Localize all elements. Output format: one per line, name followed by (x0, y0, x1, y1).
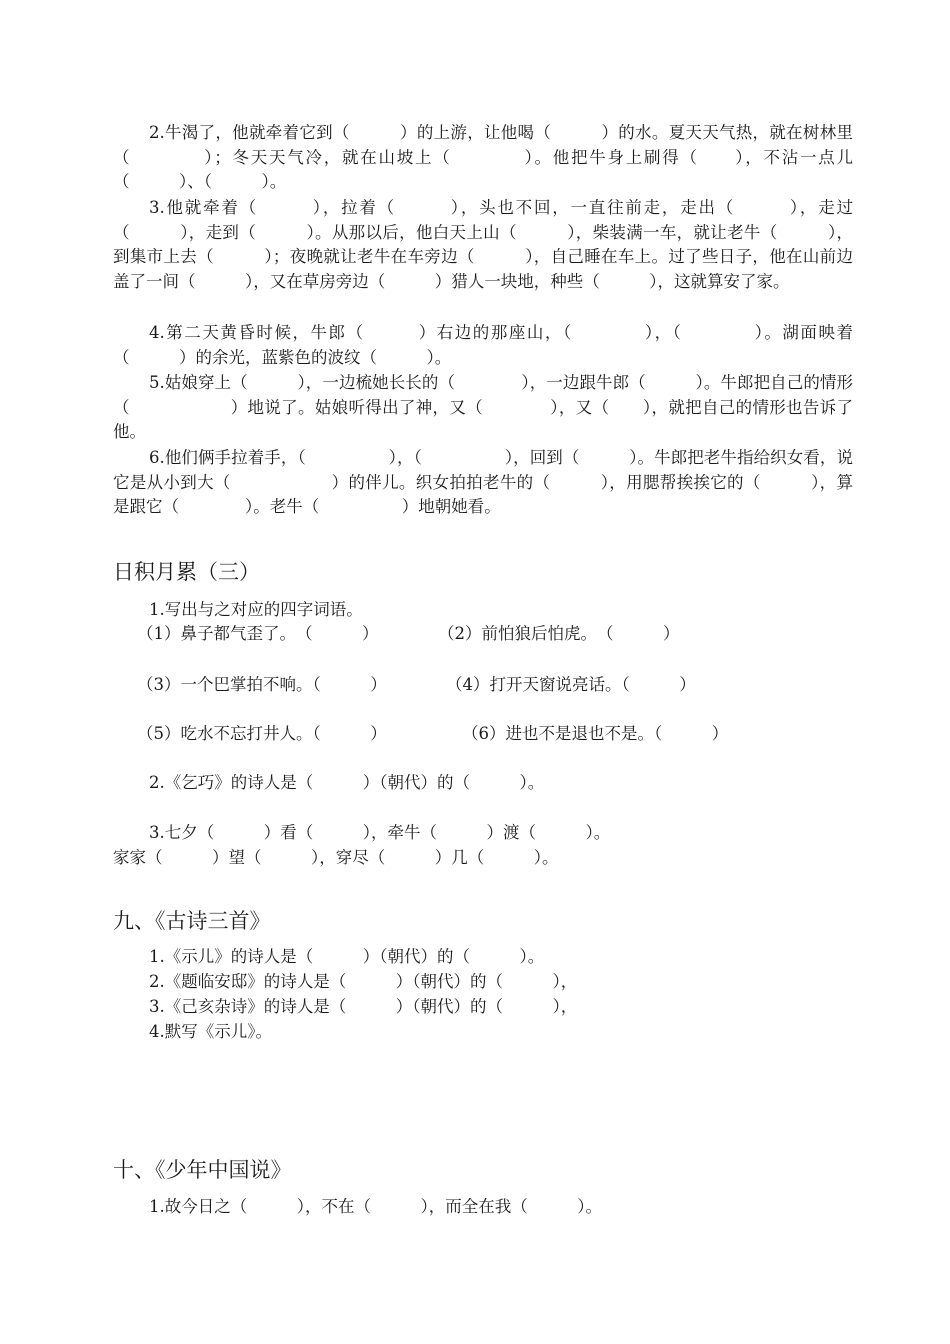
rijiyuelei-q3-line2: 家家（ ）望（ ），穿尽（ ）几（ ）。 (113, 848, 559, 867)
section-heading-gushi: 九、《古诗三首》 (113, 909, 271, 933)
question-2-paragraph: 2.牛渴了，他就牵着它到（ ）的上游，让他喝（ ）的水。夏天天气热，就在树林里（ ）；冬天天气冷，就在山坡上（ ）。他把牛身上刷得（ ），不沾一点儿（ ）、（ ）。 (113, 123, 853, 192)
rijiyuelei-q1-prompt: 1.写出与之对应的四字词语。 (149, 600, 363, 619)
idiom-item-3: （3）一个巴掌拍不响。（ ） (137, 675, 387, 694)
gushi-item-2: 2.《题临安邸》的诗人是（ ）（朝代）的（ ）， (149, 972, 578, 991)
gushi-item-3: 3.《己亥杂诗》的诗人是（ ）（朝代）的（ ）， (149, 997, 578, 1016)
gushi-item-1: 1.《示儿》的诗人是（ ）（朝代）的（ ）。 (149, 947, 545, 966)
question-6-paragraph: 6.他们俩手拉着手，（ ），（ ），回到（ ）。牛郎把老牛指给织女看，说它是从小到大（ ）的伴儿。织女拍拍老牛的（ ），用腮帮挨挨它的（ ），算是跟它（ ）。老牛（ ）地朝她看。 (113, 448, 853, 517)
idiom-item-1: （1）鼻子都气歪了。 （ ） (137, 624, 379, 643)
rijiyuelei-q3-line1: 3.七夕（ ）看（ ），牵牛（ ）渡（ ）。 (149, 823, 611, 842)
idiom-item-6: （6）进也不是退也不是。（ ） (462, 724, 729, 743)
section-heading-shaonian: 十、《少年中国说》 (113, 1158, 292, 1182)
question-5-paragraph: 5.姑娘穿上（ ），一边梳她长长的（ ），一边跟牛郎（ ）。牛郎把自己的情形（ ）地说了。姑娘听得出了神，又（ ），又（ ），就把自己的情形也告诉了他。 (113, 373, 853, 442)
idiom-item-2: （2）前怕狼后怕虎。 （ ） (438, 624, 680, 643)
question-3-paragraph: 3.他就牵着（ ），拉着（ ），头也不回，一直往前走，走出（ ），走过（ ），走到（ ）。从那以后，他白天上山（ ），柴装满一车，就让老牛（ ），到集市上去（ ）；夜晚就让老牛在车旁边（ ），自己睡在车上。过了些日子，他在山前边盖了一间（ ），又在草房旁边（ ）猎人一块地，种些（ ），这就算安了家。 (113, 198, 853, 292)
question-4-paragraph: 4.第二天黄昏时候，牛郎（ ）右边的那座山，（ ），（ ）。湖面映着（ ）的余光，蓝紫色的波纹（ ）。 (113, 323, 853, 367)
shaonian-item-1: 1.故今日之（ ），不在（ ），而全在我（ ）。 (149, 1197, 602, 1216)
idiom-item-4: （4）打开天窗说亮话。（ ） (446, 675, 696, 694)
idiom-item-5: （5）吃水不忘打井人。（ ） (137, 724, 387, 743)
rijiyuelei-q2: 2.《乞巧》的诗人是（ ）（朝代）的（ ）。 (149, 773, 545, 792)
gushi-item-4: 4.默写《示儿》。 (149, 1022, 272, 1041)
section-heading-rijiyuelei: 日积月累（三） (113, 560, 260, 584)
